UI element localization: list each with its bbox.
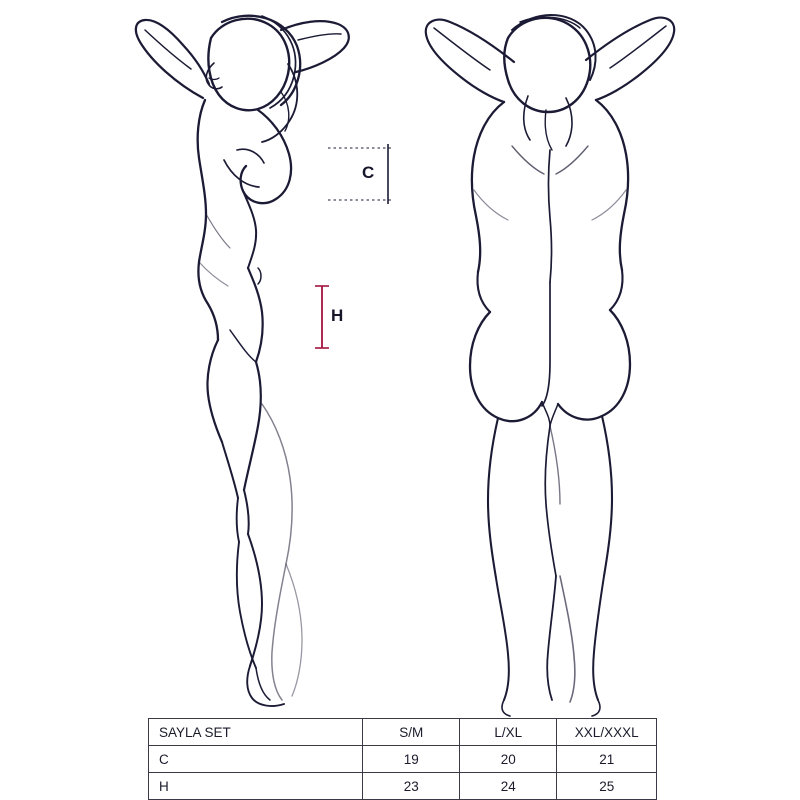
chest-measure-marker xyxy=(328,144,392,204)
hip-measure-marker xyxy=(315,286,329,348)
table-header-size-xxl: XXL/XXXL xyxy=(557,719,657,746)
table-header-size-sm: S/M xyxy=(363,719,460,746)
table-row xyxy=(149,773,657,800)
table-header-product: SAYLA SET xyxy=(149,719,363,746)
hip-measure-label: H xyxy=(331,306,344,325)
table-header-row xyxy=(149,719,657,746)
table-header-size-lxl: L/XL xyxy=(460,719,557,746)
cell-h-lxl: 24 xyxy=(460,773,557,800)
cell-c-lxl: 20 xyxy=(460,746,557,773)
cell-h-xxl: 25 xyxy=(557,773,657,800)
table-row xyxy=(149,746,657,773)
row-label-c: C xyxy=(149,746,363,773)
cell-h-sm: 23 xyxy=(363,773,460,800)
cell-c-xxl: 21 xyxy=(557,746,657,773)
cell-c-sm: 19 xyxy=(363,746,460,773)
chest-measure-label: C xyxy=(362,163,375,182)
row-label-h: H xyxy=(149,773,363,800)
size-table xyxy=(148,718,657,800)
